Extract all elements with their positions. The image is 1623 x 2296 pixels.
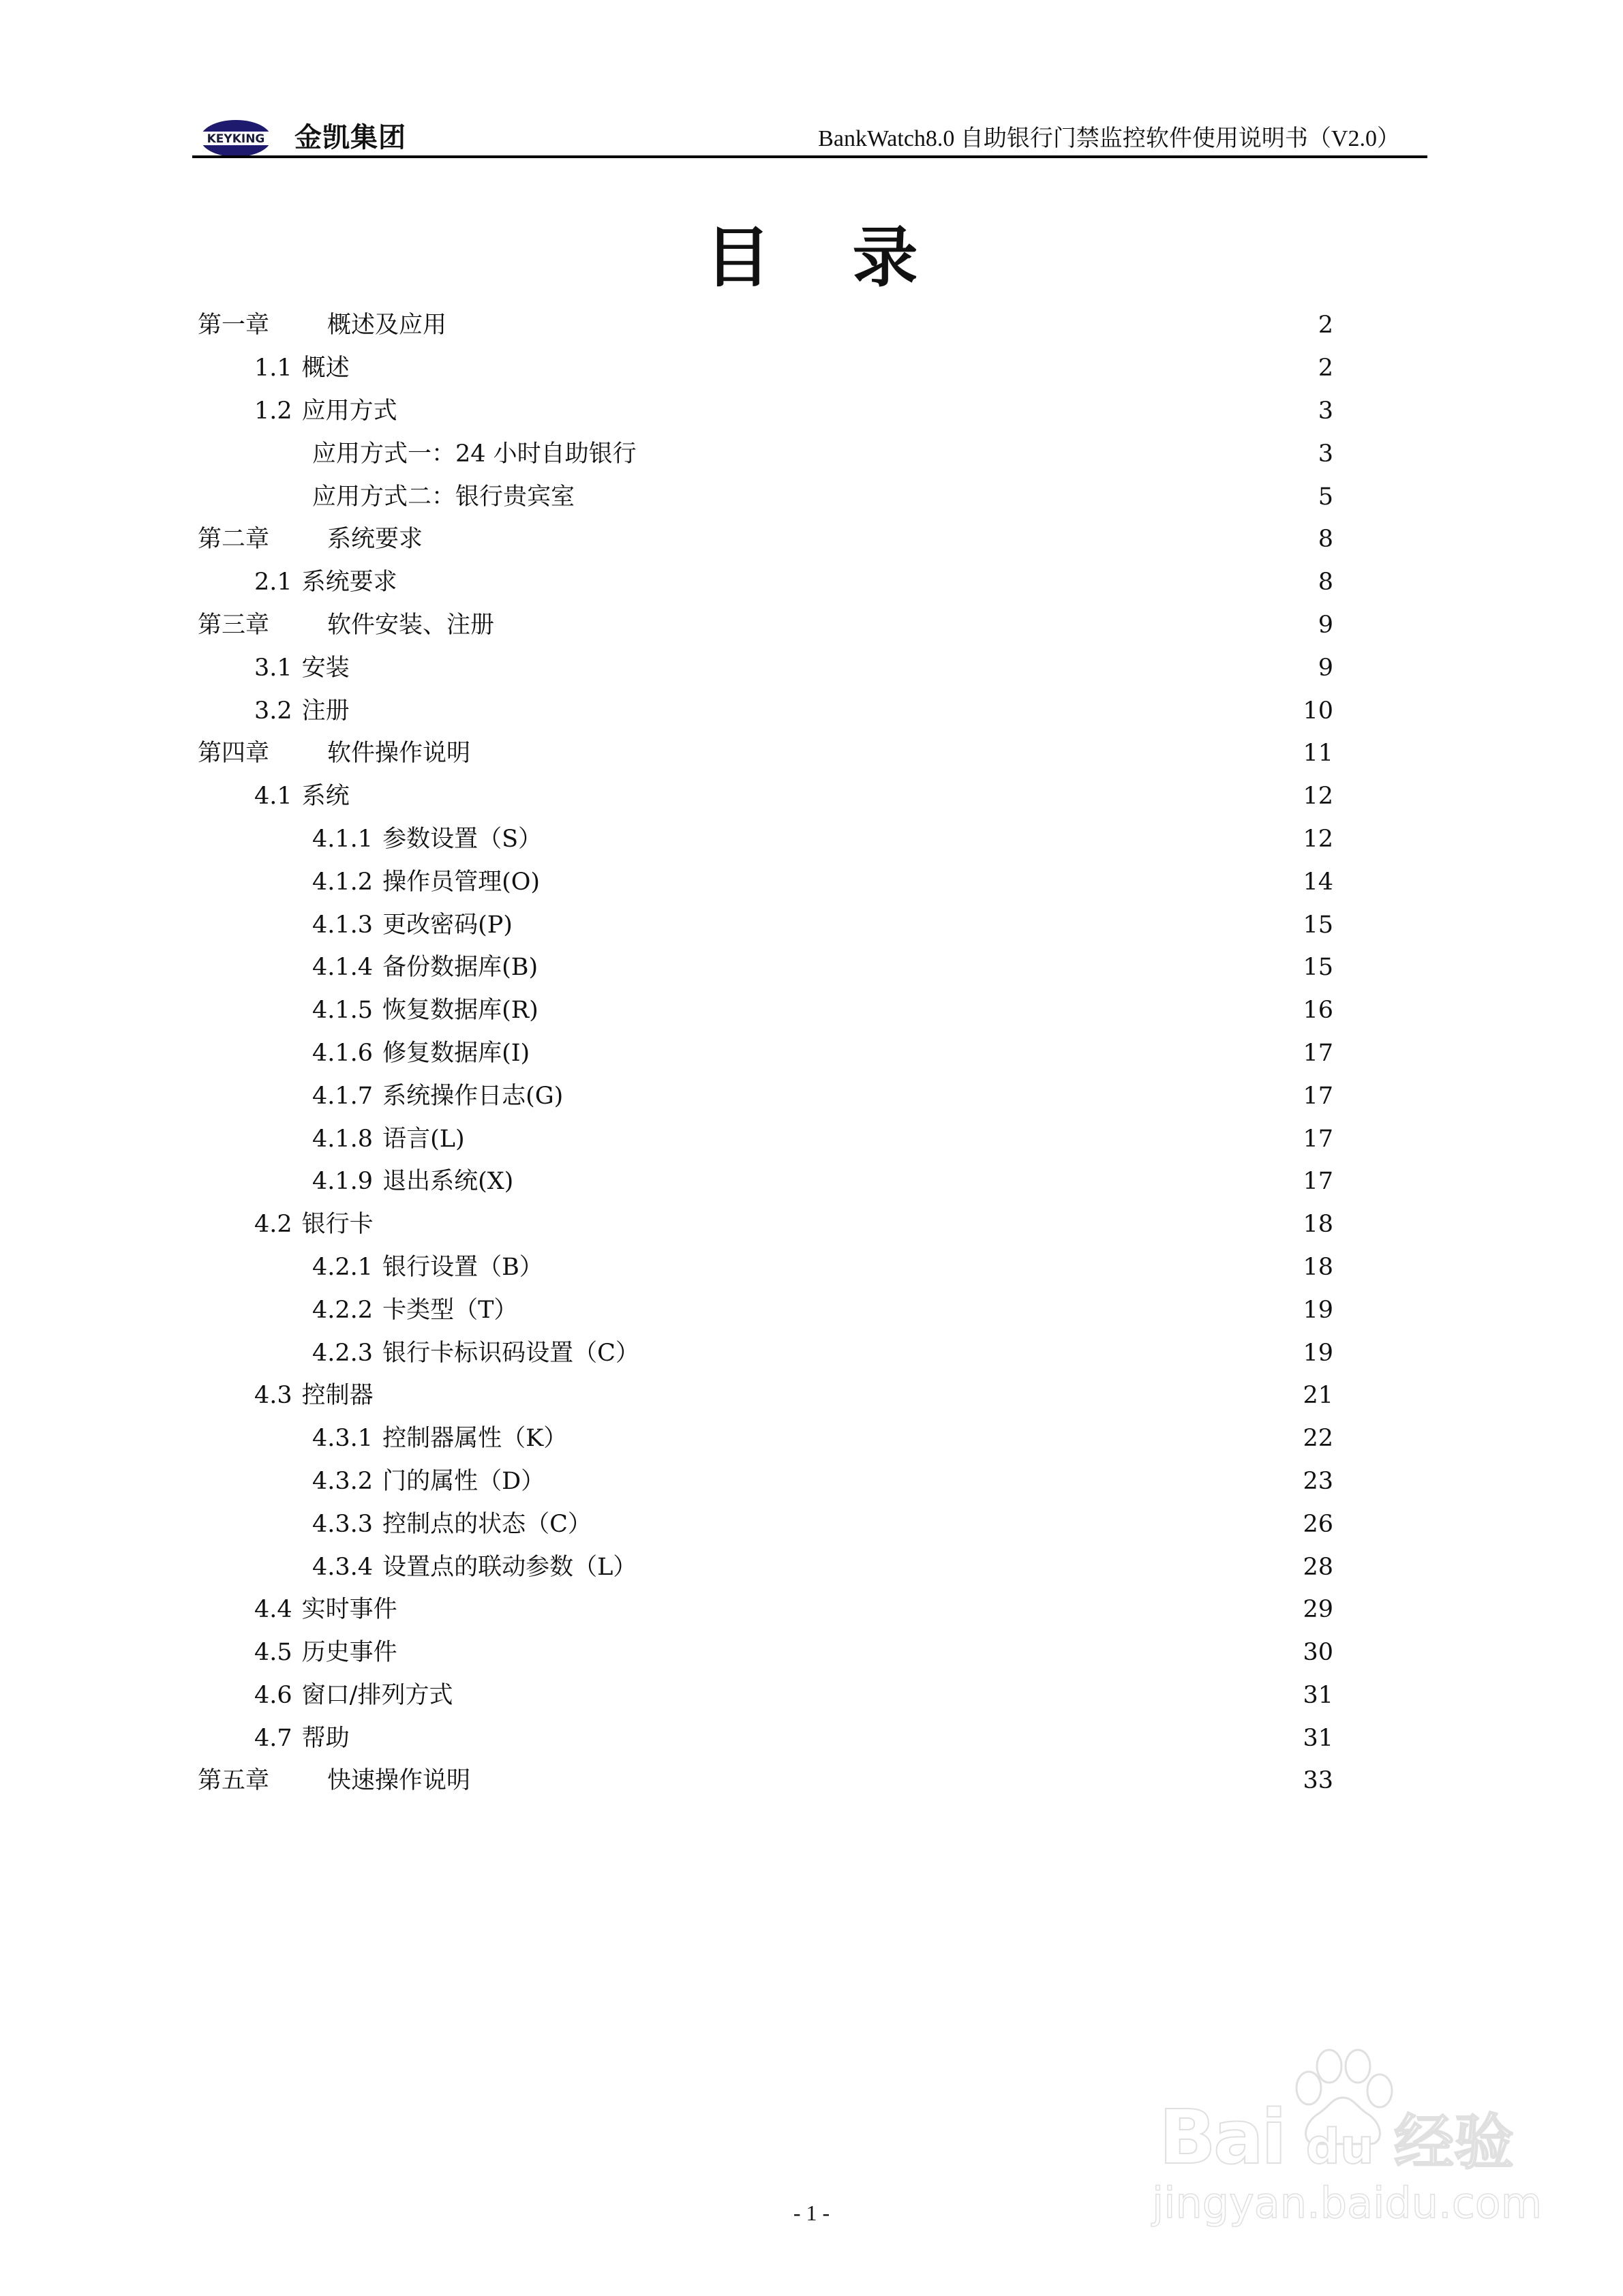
toc-entry-number: 第四章 — [198, 740, 270, 768]
toc-entry-page: 26 — [1303, 1510, 1333, 1538]
toc-entry-number: 4.1.9 — [312, 1168, 374, 1196]
toc-entry-4-3-4[interactable] — [198, 1545, 1333, 1588]
toc-entry-label: 实时事件 — [301, 1596, 397, 1624]
toc-dot-leader — [596, 1509, 1296, 1539]
toc-entry-number: 4.1.8 — [312, 1125, 374, 1153]
toc-entry-4-1-5[interactable] — [198, 989, 1333, 1032]
toc-entry-page: 3 — [1318, 440, 1333, 468]
toc-dot-leader — [579, 482, 1298, 512]
toc-entry-4-1-1[interactable] — [198, 818, 1333, 861]
toc-dot-leader — [571, 1423, 1296, 1453]
toc-entry-4-1-8[interactable] — [198, 1117, 1333, 1160]
toc-entry-label: 窗口/排列方式 — [301, 1681, 453, 1709]
toc-entry-4-1-7[interactable] — [198, 1074, 1333, 1117]
toc-dot-leader — [643, 1338, 1296, 1368]
watermark-url: jingyan.baidu.com — [1152, 2178, 1543, 2228]
toc-dot-leader — [451, 310, 1298, 340]
toc-entry-label: 更改密码(P) — [382, 911, 513, 939]
toc-entry-4-1-6[interactable] — [198, 1032, 1333, 1075]
toc-entry-4-3-1[interactable] — [198, 1417, 1333, 1460]
toc-entry-number: 4.3.4 — [312, 1553, 374, 1581]
toc-entry-4-4[interactable] — [198, 1588, 1333, 1631]
toc-entry-number: 第三章 — [198, 611, 270, 639]
toc-dot-leader — [641, 439, 1298, 469]
toc-entry-3-1[interactable] — [198, 646, 1333, 689]
toc-entry-page: 2 — [1318, 354, 1333, 382]
toc-entry-number: 4.1.7 — [312, 1082, 374, 1110]
page-header — [192, 108, 1427, 155]
toc-dot-leader — [567, 1081, 1296, 1111]
toc-dot-leader — [474, 738, 1296, 768]
toc-entry-page: 23 — [1303, 1467, 1333, 1495]
toc-dot-leader — [546, 824, 1296, 854]
toc-entry-number: 4.1.6 — [312, 1039, 374, 1067]
toc-dot-leader — [354, 1723, 1296, 1753]
toc-entry-label: 语言(L) — [382, 1125, 465, 1153]
toc-entry-4-1-3[interactable] — [198, 903, 1333, 946]
toc-dot-leader — [378, 1209, 1296, 1239]
toc-entry-4-2-3[interactable] — [198, 1331, 1333, 1374]
toc-entry-4-7[interactable] — [198, 1717, 1333, 1759]
toc-entry-1-1[interactable] — [198, 347, 1333, 390]
toc-entry-4-2-2[interactable] — [198, 1288, 1333, 1331]
baidu-jingyan-watermark — [1152, 2049, 1543, 2228]
toc-entry-4-1-2[interactable] — [198, 860, 1333, 903]
toc-entry-page: 11 — [1303, 740, 1333, 768]
toc-dot-leader — [401, 1595, 1296, 1625]
toc-entry-page: 21 — [1303, 1382, 1333, 1410]
toc-entry-label: 参数设置（S） — [382, 825, 543, 853]
toc-entry-number: 4.5 — [254, 1639, 292, 1667]
toc-dot-leader — [469, 1124, 1296, 1154]
toc-dot-leader — [547, 1252, 1296, 1282]
toc-entry-number: 4.3 — [254, 1382, 292, 1410]
toc-entry-label: 历史事件 — [301, 1639, 397, 1667]
toc-entry-label: 概述 — [301, 354, 350, 382]
toc-entry-page: 33 — [1303, 1767, 1333, 1795]
toc-entry-page: 3 — [1318, 397, 1333, 425]
toc-entry-number: 1.2 — [254, 397, 292, 425]
toc-entry-label: 银行卡 — [301, 1211, 374, 1239]
toc-entry-page: 18 — [1303, 1211, 1333, 1239]
toc-entry-page: 9 — [1318, 654, 1333, 682]
toc-entry-1-2[interactable] — [198, 390, 1333, 433]
toc-dot-leader — [457, 1680, 1296, 1710]
toc-entry-label: 快速操作说明 — [327, 1767, 471, 1795]
toc-entry-number: 4.3.3 — [312, 1510, 374, 1538]
toc-entry-第四章[interactable] — [198, 732, 1333, 775]
toc-entry-4-3-2[interactable] — [198, 1460, 1333, 1503]
toc-entry-page: 12 — [1303, 825, 1333, 853]
toc-entry-label: 系统要求 — [301, 569, 397, 596]
toc-entry-page: 17 — [1303, 1082, 1333, 1110]
toc-entry-4-3-3[interactable] — [198, 1502, 1333, 1545]
header-divider — [192, 155, 1427, 158]
toc-entry-第二章[interactable] — [198, 518, 1333, 561]
logo-text: KEYKING — [207, 132, 265, 146]
toc-dot-leader — [378, 1380, 1296, 1410]
toc-entry-number: 4.2 — [254, 1211, 292, 1239]
watermark-cn: 经验 — [1394, 2107, 1515, 2177]
toc-entry-4-2[interactable] — [198, 1203, 1333, 1246]
toc-entry-label: 系统要求 — [327, 526, 423, 554]
toc-entry-label: 操作员管理(O) — [382, 868, 541, 896]
toc-entry-3-2[interactable] — [198, 689, 1333, 732]
toc-entry-label: 控制器 — [301, 1382, 374, 1410]
toc-entry-number: 4.2.3 — [312, 1339, 374, 1367]
toc-entry-page: 17 — [1303, 1125, 1333, 1153]
toc-entry-label: 门的属性（D） — [382, 1467, 545, 1495]
toc-entry-label: 备份数据库(B) — [382, 954, 539, 982]
toc-dot-leader — [401, 396, 1298, 426]
toc-entry-label: 控制器属性（K） — [382, 1425, 568, 1453]
toc-entry-number: 3.1 — [254, 654, 292, 682]
toc-entry-label: 系统 — [301, 783, 350, 811]
toc-dot-leader — [354, 696, 1296, 726]
toc-dot-leader — [498, 610, 1298, 640]
toc-entry-label: 概述及应用 — [327, 312, 447, 339]
toc-entry-number: 4.7 — [254, 1724, 292, 1752]
toc-entry-第一章[interactable] — [198, 304, 1333, 347]
company-name: 金凯集团 — [294, 122, 406, 153]
toc-entry-number: 4.1.2 — [312, 868, 374, 896]
toc-entry-label: 银行设置（B） — [382, 1253, 543, 1281]
toc-entry-number: 第一章 — [198, 312, 270, 339]
toc-dot-leader — [517, 1166, 1296, 1196]
toc-entry-label: 注册 — [301, 697, 350, 725]
toc-dot-leader — [354, 781, 1296, 811]
toc-entry-page: 31 — [1303, 1724, 1333, 1752]
toc-entry-label: 修复数据库(I) — [382, 1039, 530, 1067]
table-of-contents — [198, 304, 1333, 1802]
toc-entry-page: 2 — [1318, 312, 1333, 339]
toc-dot-leader — [401, 1637, 1296, 1667]
toc-entry-label: 系统操作日志(G) — [382, 1082, 564, 1110]
toc-dot-leader — [544, 867, 1296, 897]
toc-dot-leader — [534, 1038, 1296, 1068]
toc-entry-4-3[interactable] — [198, 1374, 1333, 1417]
toc-entry-page: 18 — [1303, 1253, 1333, 1281]
toc-entry-page: 19 — [1303, 1339, 1333, 1367]
toc-entry-item-3[interactable] — [198, 432, 1333, 475]
toc-dot-leader — [517, 910, 1296, 940]
toc-dot-leader — [354, 653, 1298, 683]
page-number: - 1 - — [793, 2201, 830, 2225]
toc-entry-label: 银行卡标识码设置（C） — [382, 1339, 639, 1367]
toc-entry-number: 第五章 — [198, 1767, 270, 1795]
toc-entry-第五章[interactable] — [198, 1759, 1333, 1802]
toc-entry-label: 软件操作说明 — [327, 740, 471, 768]
toc-entry-number: 4.1.5 — [312, 997, 374, 1025]
toc-entry-4-1-4[interactable] — [198, 946, 1333, 989]
document-title: BankWatch8.0 自助银行门禁监控软件使用说明书（V2.0） — [818, 126, 1400, 151]
keyking-logo — [200, 120, 271, 157]
toc-entry-page: 8 — [1318, 526, 1333, 554]
toc-entry-page: 14 — [1303, 868, 1333, 896]
toc-entry-number: 2.1 — [254, 569, 292, 596]
toc-entry-page: 12 — [1303, 783, 1333, 811]
toc-entry-page: 22 — [1303, 1425, 1333, 1453]
toc-entry-label: 应用方式一：24 小时自助银行 — [312, 440, 637, 468]
toc-dot-leader — [542, 952, 1296, 982]
toc-heading-right: 录 — [852, 219, 918, 296]
watermark-brand: Bai du — [1159, 2094, 1374, 2181]
toc-heading-left: 目 — [705, 219, 771, 296]
toc-entry-4-1-9[interactable] — [198, 1160, 1333, 1203]
toc-entry-number: 4.3.2 — [312, 1467, 374, 1495]
toc-entry-page: 19 — [1303, 1296, 1333, 1324]
toc-entry-page: 17 — [1303, 1039, 1333, 1067]
keyking-logo-icon — [200, 120, 271, 157]
toc-entry-page: 16 — [1303, 997, 1333, 1025]
toc-entry-label: 退出系统(X) — [382, 1168, 514, 1196]
toc-entry-第三章[interactable] — [198, 604, 1333, 647]
toc-dot-leader — [401, 567, 1298, 597]
toc-entry-number: 4.4 — [254, 1596, 292, 1624]
toc-entry-number: 4.6 — [254, 1681, 292, 1709]
toc-entry-number: 4.2.1 — [312, 1253, 374, 1281]
toc-entry-page: 15 — [1303, 954, 1333, 982]
toc-entry-number: 4.1.4 — [312, 954, 374, 982]
toc-entry-number: 第二章 — [198, 526, 270, 554]
toc-entry-4-1[interactable] — [198, 775, 1333, 818]
toc-entry-number: 4.1.1 — [312, 825, 374, 853]
toc-entry-label: 恢复数据库(R) — [382, 997, 539, 1025]
toc-entry-label: 安装 — [301, 654, 350, 682]
toc-entry-page: 29 — [1303, 1596, 1333, 1624]
toc-entry-number: 1.1 — [254, 354, 292, 382]
toc-entry-page: 8 — [1318, 569, 1333, 596]
toc-entry-label: 软件安装、注册 — [327, 611, 495, 639]
toc-entry-number: 4.1.3 — [312, 911, 374, 939]
toc-heading — [0, 217, 1623, 299]
toc-entry-page: 15 — [1303, 911, 1333, 939]
toc-entry-number: 3.2 — [254, 697, 292, 725]
toc-entry-4-5[interactable] — [198, 1631, 1333, 1674]
toc-dot-leader — [427, 524, 1298, 554]
toc-entry-label: 应用方式 — [301, 397, 397, 425]
toc-entry-number: 4.3.1 — [312, 1425, 374, 1453]
toc-dot-leader — [641, 1552, 1296, 1582]
toc-entry-page: 10 — [1303, 697, 1333, 725]
toc-dot-leader — [521, 1295, 1296, 1325]
toc-entry-label: 帮助 — [301, 1724, 350, 1752]
toc-entry-4-2-1[interactable] — [198, 1246, 1333, 1289]
toc-dot-leader — [474, 1766, 1296, 1796]
toc-entry-4-6[interactable] — [198, 1674, 1333, 1717]
toc-entry-number: 4.1 — [254, 783, 292, 811]
toc-entry-page: 28 — [1303, 1553, 1333, 1581]
toc-entry-page: 5 — [1318, 483, 1333, 511]
toc-entry-page: 30 — [1303, 1639, 1333, 1667]
toc-entry-label: 卡类型（T） — [382, 1296, 518, 1324]
toc-entry-page: 17 — [1303, 1168, 1333, 1196]
toc-entry-page: 31 — [1303, 1681, 1333, 1709]
toc-entry-label: 应用方式二：银行贵宾室 — [312, 483, 575, 511]
toc-entry-label: 设置点的联动参数（L） — [382, 1553, 637, 1581]
toc-entry-2-1[interactable] — [198, 561, 1333, 604]
toc-entry-number: 4.2.2 — [312, 1296, 374, 1324]
toc-entry-page: 9 — [1318, 611, 1333, 639]
toc-entry-item-4[interactable] — [198, 475, 1333, 518]
toc-entry-label: 控制点的状态（C） — [382, 1510, 592, 1538]
toc-dot-leader — [549, 1466, 1296, 1496]
toc-dot-leader — [354, 353, 1298, 383]
toc-dot-leader — [543, 995, 1296, 1025]
